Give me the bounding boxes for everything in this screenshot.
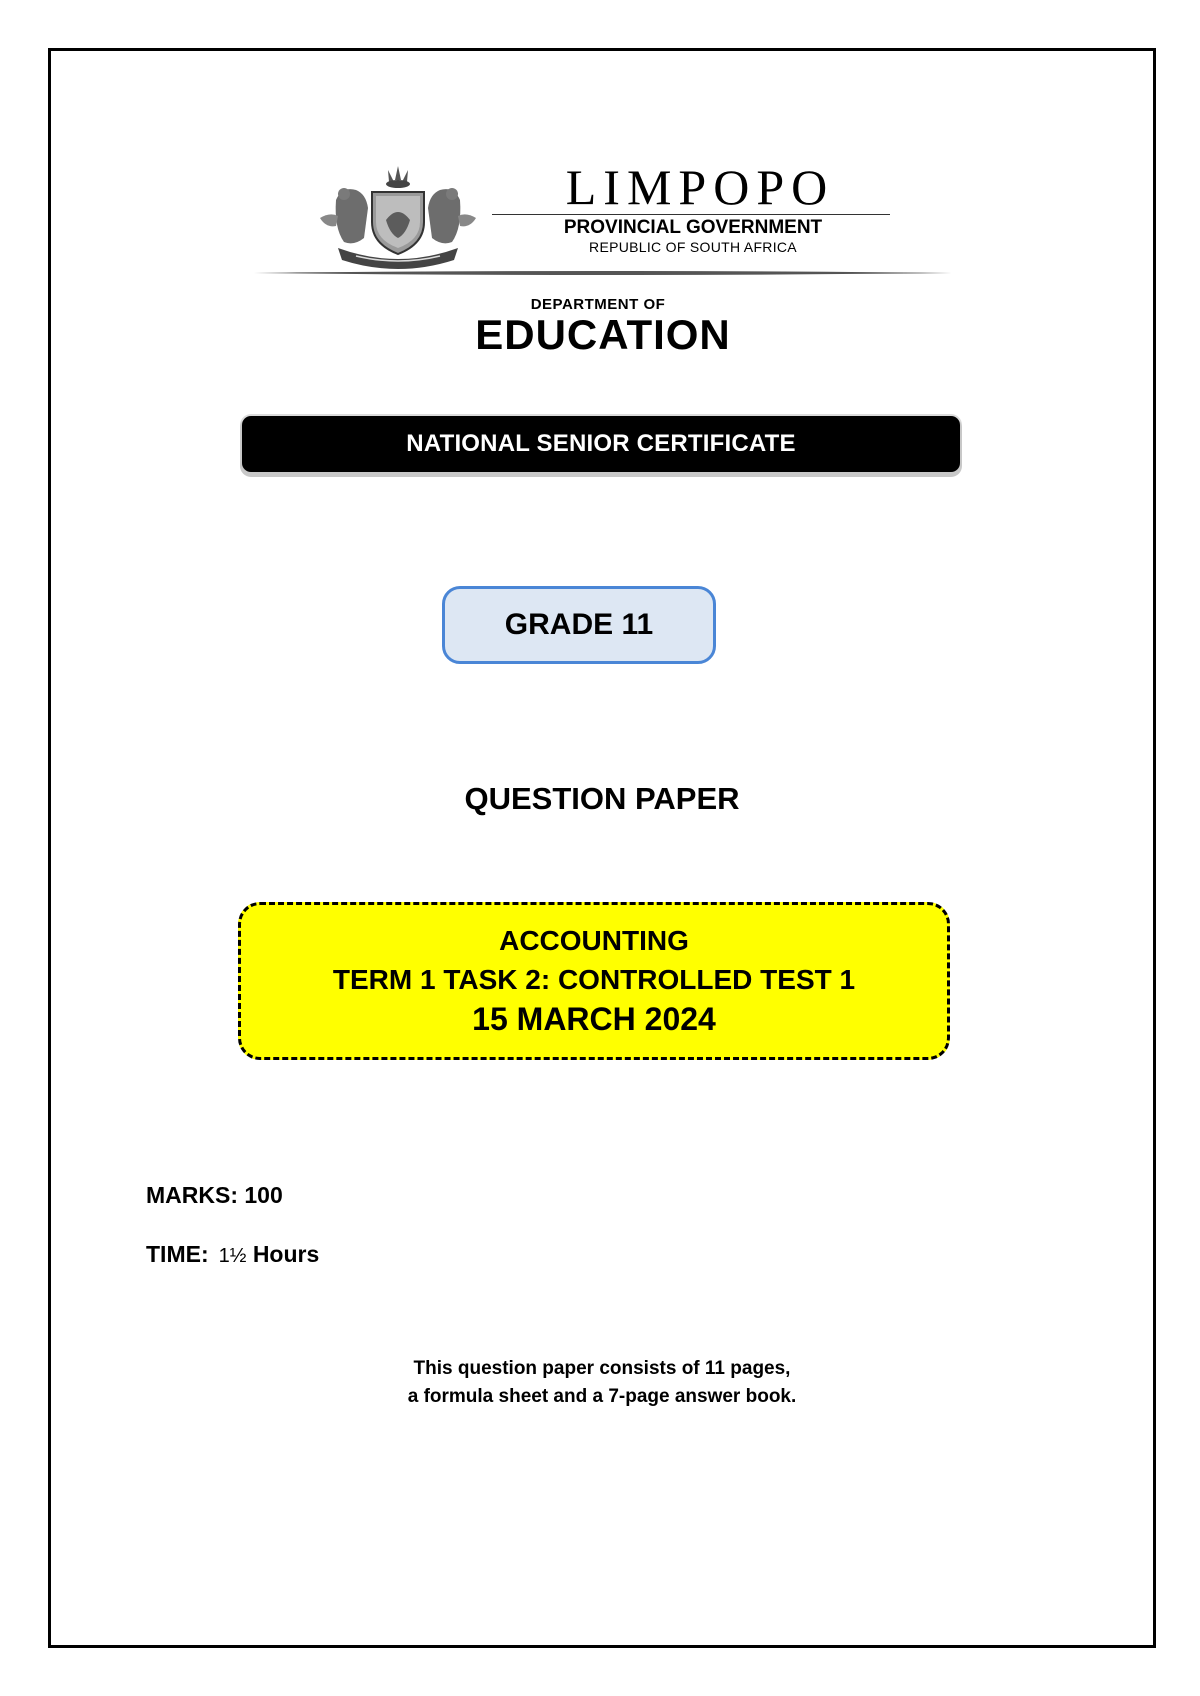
time-fraction: 1½	[218, 1245, 247, 1267]
province-name: LIMPOPO	[565, 159, 835, 215]
coat-of-arms-icon	[316, 160, 480, 272]
subject-box	[238, 902, 950, 1060]
department-name: EDUCATION	[475, 311, 731, 358]
subject-name: ACCOUNTING	[499, 925, 689, 957]
exam-date: 15 MARCH 2024	[472, 1001, 716, 1038]
time-label: TIME:	[146, 1241, 209, 1267]
page-count-note	[300, 1355, 904, 1410]
certificate-banner: NATIONAL SENIOR CERTIFICATE	[242, 416, 960, 472]
header-divider	[252, 270, 952, 276]
note-line-2: a formula sheet and a 7-page answer book.	[407, 1385, 797, 1407]
time-info	[146, 1243, 319, 1266]
document-type: QUESTION PAPER	[464, 781, 740, 816]
department-prefix: DEPARTMENT OF	[530, 296, 666, 313]
note-line-1: This question paper consists of 11 pages,	[413, 1358, 791, 1379]
country-name: REPUBLIC OF SOUTH AFRICA	[589, 239, 797, 255]
header-rule	[492, 214, 890, 215]
marks-info: MARKS: 100	[146, 1182, 283, 1208]
government-name: PROVINCIAL GOVERNMENT	[563, 217, 823, 238]
time-unit: Hours	[252, 1241, 320, 1267]
task-name: TERM 1 TASK 2: CONTROLLED TEST 1	[332, 964, 856, 996]
grade-badge: GRADE 11	[442, 586, 716, 664]
